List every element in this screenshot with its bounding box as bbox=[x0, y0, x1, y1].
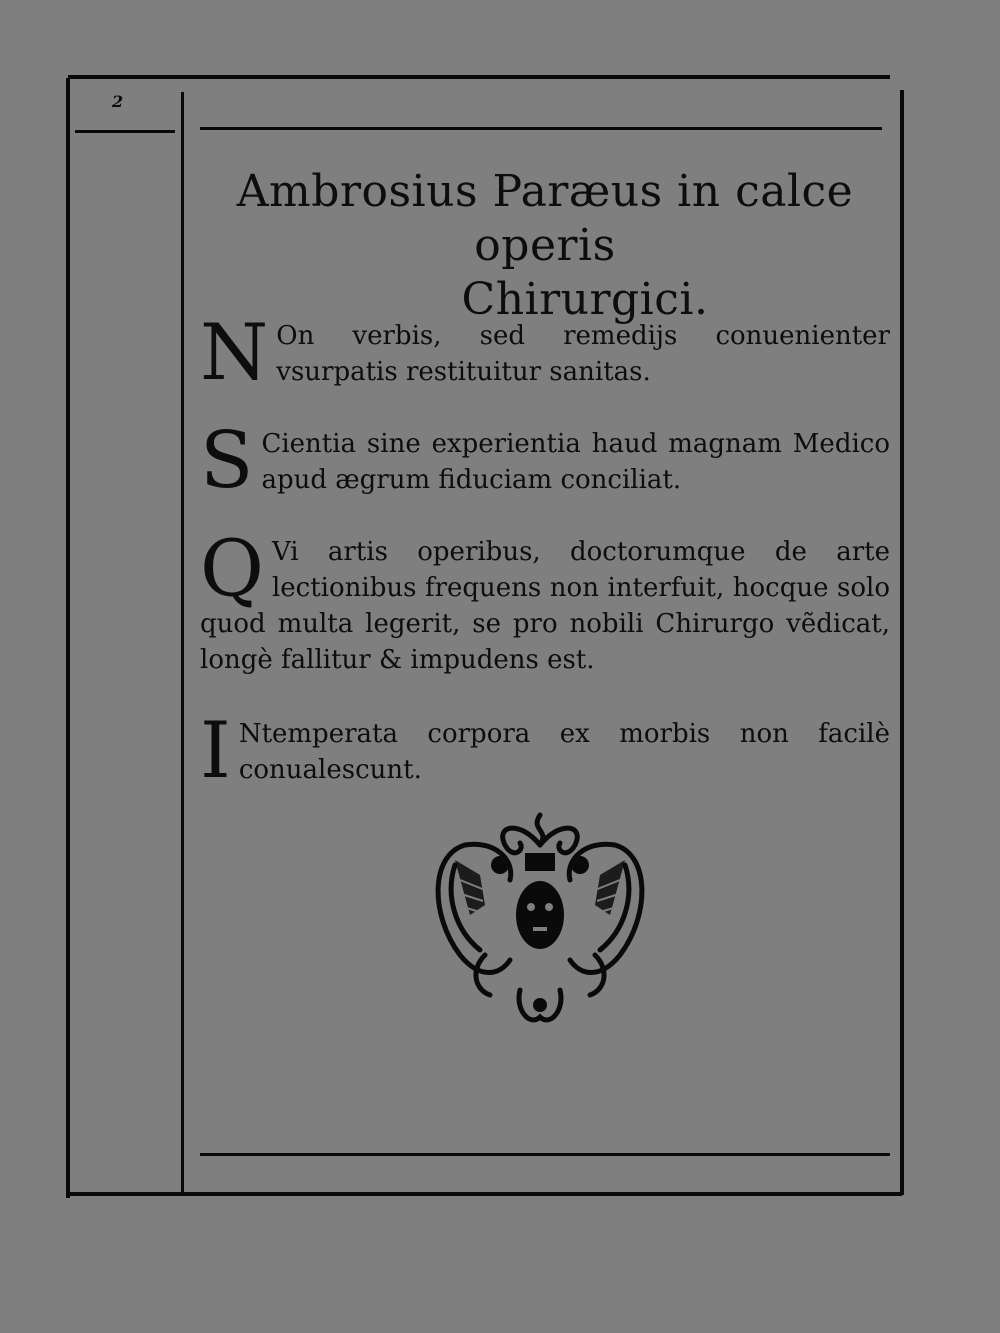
frame-left-outer-rule bbox=[66, 78, 70, 1198]
frame-right-rule bbox=[900, 90, 904, 1195]
drop-cap: Q bbox=[200, 524, 264, 614]
aphorism-3 bbox=[200, 524, 890, 678]
frame-top-rule bbox=[68, 75, 890, 79]
aphorism-1 bbox=[200, 308, 890, 398]
aphorism-4 bbox=[200, 706, 890, 796]
drop-cap: S bbox=[200, 416, 254, 506]
grotesque-mask-ornament-icon bbox=[425, 805, 655, 1035]
drop-cap: I bbox=[200, 706, 231, 796]
frame-left-inner-rule bbox=[181, 92, 184, 1192]
page-number: 2 bbox=[112, 92, 124, 111]
drop-cap: N bbox=[200, 308, 269, 398]
title-line-1: Ambrosius Paræus in calce operis bbox=[236, 166, 854, 271]
page-title bbox=[200, 165, 890, 327]
margin-header-rule bbox=[75, 130, 175, 133]
aphorism-text: Ntemperata corpora ex morbis non facilè conualescunt. bbox=[238, 719, 890, 785]
aphorism-text: Cientia sine experientia haud magnam Medico apud ægrum fiduciam conciliat. bbox=[261, 429, 890, 495]
aphorism-text: Vi artis operibus, doctorumque de arte lectionibus frequens non interfuit, hocque solo quod multa legerit, se pro nobili Chirurgo vẽdicat, longè fallitur & impudens est. bbox=[200, 537, 890, 675]
header-rule bbox=[200, 127, 882, 130]
title-line-2: Chirurgici. bbox=[461, 274, 709, 325]
aphorism-2 bbox=[200, 416, 890, 506]
aphorism-text: On verbis, sed remedijs conuenienter vsurpatis restituitur sanitas. bbox=[276, 321, 890, 387]
footer-rule bbox=[200, 1153, 890, 1156]
frame-bottom-rule bbox=[68, 1192, 902, 1196]
